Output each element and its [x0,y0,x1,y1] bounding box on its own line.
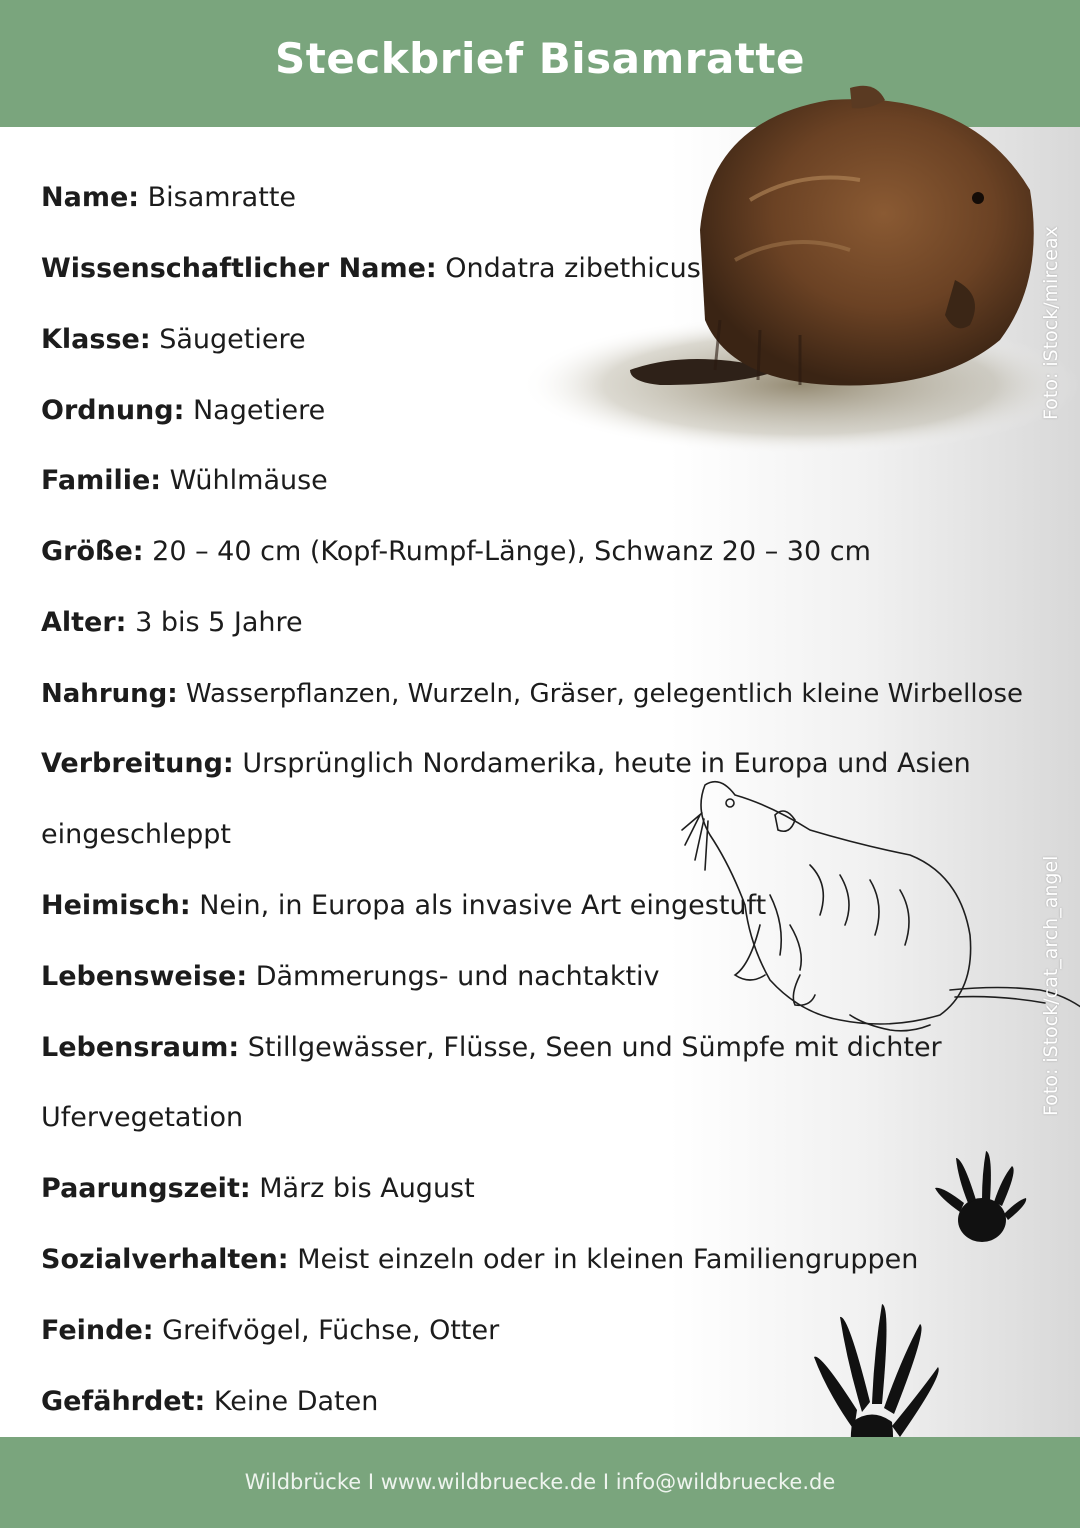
fact-name: Name: Bisamratte [41,182,297,213]
photo-credit: Foto: iStock/mirceax [1040,226,1062,420]
fact-endangered: Gefährdet: Keine Daten [41,1386,379,1417]
fact-enemies: Feinde: Greifvögel, Füchse, Otter [41,1315,500,1346]
page-title: Steckbrief Bisamratte [275,34,805,83]
fact-mating-season: Paarungszeit: März bis August [41,1173,475,1204]
fact-habitat-continued: Ufervegetation [41,1102,244,1133]
fact-class: Klasse: Säugetiere [41,324,306,355]
fact-lifestyle: Lebensweise: Dämmerungs- und nachtaktiv [41,961,660,992]
fact-habitat: Lebensraum: Stillgewässer, Flüsse, Seen und Sümpfe mit dichter [41,1032,942,1063]
fact-social-behavior: Sozialverhalten: Meist einzeln oder in kleinen Familiengruppen [41,1244,919,1275]
fact-family: Familie: Wühlmäuse [41,465,328,496]
fact-native: Heimisch: Nein, in Europa als invasive Art eingestuft [41,890,767,921]
footer-contact: Wildbrücke I www.wildbruecke.de I info@wildbruecke.de [244,1470,836,1494]
fact-distribution-continued: eingeschleppt [41,819,231,850]
fact-food: Nahrung: Wasserpflanzen, Wurzeln, Gräser, gelegentlich kleine Wirbellose [41,679,1024,709]
drawing-credit: Foto: iStock/cat_arch_angel [1040,855,1062,1116]
fact-size: Größe: 20 – 40 cm (Kopf-Rumpf-Länge), Schwanz 20 – 30 cm [41,536,871,567]
fact-scientific-name: Wissenschaftlicher Name: Ondatra zibethicus [41,253,701,284]
fact-age: Alter: 3 bis 5 Jahre [41,607,303,638]
fact-order: Ordnung: Nagetiere [41,395,326,426]
front-paw-print-icon [930,1148,1030,1248]
fact-distribution: Verbreitung: Ursprünglich Nordamerika, heute in Europa und Asien [41,748,971,779]
muskrat-line-drawing [690,775,1080,1045]
